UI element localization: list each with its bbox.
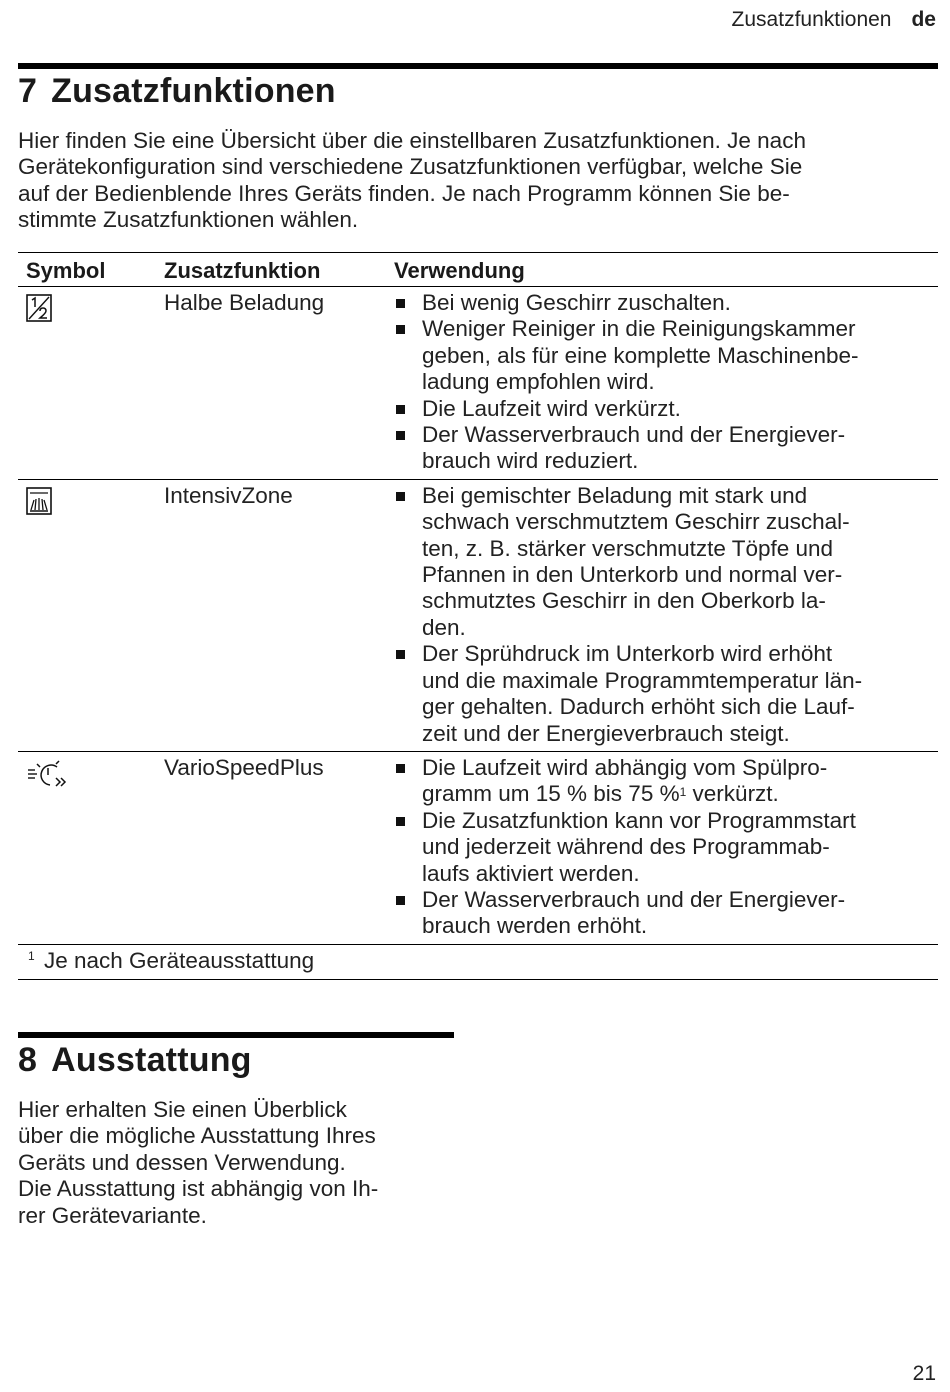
section-7-intro xyxy=(18,128,806,234)
list-item: Die Laufzeit wird verkürzt. xyxy=(394,396,938,422)
intro-line: Geräts und dessen Verwendung. xyxy=(18,1149,346,1175)
section-7-heading: Zusatzfunktionen xyxy=(51,72,336,110)
vario-speed-plus-icon xyxy=(26,759,70,795)
section-7-title xyxy=(18,72,336,111)
functions-table xyxy=(18,252,938,980)
footnote-mark: 1 xyxy=(28,948,35,963)
intro-line: Hier finden Sie eine Übersicht über die einstellbaren Zusatzfunktionen. Je nach xyxy=(18,128,806,153)
section-8-number: 8 xyxy=(18,1041,38,1079)
page-number: 21 xyxy=(912,1362,936,1385)
list-item: Bei gemischter Beladung mit stark und schwach verschmutztem Geschirr zuschal- ten, z. B. stärker verschmutzte Töpfe und Pfannen in den Unterkorb und normal ver- schmutztes Geschirr in den Oberkorb la- den. xyxy=(394,483,938,641)
intro-line: über die mögliche Ausstattung Ihres xyxy=(18,1123,376,1149)
table-row-vario-speed-plus xyxy=(18,752,938,945)
list-item: Bei wenig Geschirr zuschalten. xyxy=(394,290,938,316)
section-8-intro xyxy=(18,1097,378,1229)
section-8-heading: Ausstattung xyxy=(51,1041,252,1079)
intro-line: stimmte Zusatzfunktionen wählen. xyxy=(18,207,359,233)
header-usage: Verwendung xyxy=(394,258,525,283)
header-function: Zusatzfunktion xyxy=(164,258,321,283)
intensive-zone-icon xyxy=(26,487,52,521)
table-row-half-load xyxy=(18,287,938,480)
intro-line: auf der Bedienblende Ihres Geräts finden. Je nach Programm können Sie be- xyxy=(18,180,790,206)
running-header xyxy=(732,8,936,32)
intro-line: rer Gerätevariante. xyxy=(18,1202,207,1228)
half-load-icon xyxy=(26,294,52,328)
intro-line: Die Ausstattung ist abhängig von Ih- xyxy=(18,1176,379,1202)
list-item: Die Zusatzfunktion kann vor Programmstart und jederzeit während des Programmab- laufs aktiviert werden. xyxy=(394,808,938,887)
function-name: IntensivZone xyxy=(164,482,293,508)
language-code: de xyxy=(911,8,936,31)
section-7-rule xyxy=(18,63,938,69)
list-item: Der Wasserverbrauch und der Energiever- brauch wird reduziert. xyxy=(394,422,938,475)
table-row-intensive-zone xyxy=(18,480,938,752)
list-item: Weniger Reiniger in die Reinigungskammer geben, als für eine komplette Maschinenbe- ladung empfohlen wird. xyxy=(394,316,938,395)
usage-list xyxy=(394,290,938,475)
table-header xyxy=(18,253,938,287)
function-name: Halbe Beladung xyxy=(164,290,325,315)
table-footnote xyxy=(18,944,938,980)
section-7-number: 7 xyxy=(18,72,38,110)
footnote-ref: 1 xyxy=(679,785,687,800)
function-name: VarioSpeedPlus xyxy=(164,754,324,780)
intro-line: Gerätekonfiguration sind verschiedene Zusatzfunktionen verfügbar, welche Sie xyxy=(18,154,803,180)
section-8-title xyxy=(18,1041,252,1080)
header-symbol: Symbol xyxy=(26,258,106,283)
list-item: Der Sprühdruck im Unterkorb wird erhöht und die maximale Programmtemperatur län- ger gehalten. Dadurch erhöht sich die Lauf- zeit und der Energieverbrauch steigt. xyxy=(394,641,938,747)
intro-line: Hier erhalten Sie einen Überblick xyxy=(18,1097,347,1122)
list-item: Der Wasserverbrauch und der Energiever- brauch werden erhöht. xyxy=(394,887,938,940)
section-8-rule xyxy=(18,1032,454,1038)
footnote-text: Je nach Geräteausstattung xyxy=(44,947,315,973)
running-header-section: Zusatzfunktionen xyxy=(731,8,892,31)
usage-list xyxy=(394,483,938,747)
usage-list xyxy=(394,755,938,940)
list-item: Die Laufzeit wird abhängig vom Spülpro- gramm um 15 % bis 75 %$^1$ verkürzt. xyxy=(394,755,938,808)
